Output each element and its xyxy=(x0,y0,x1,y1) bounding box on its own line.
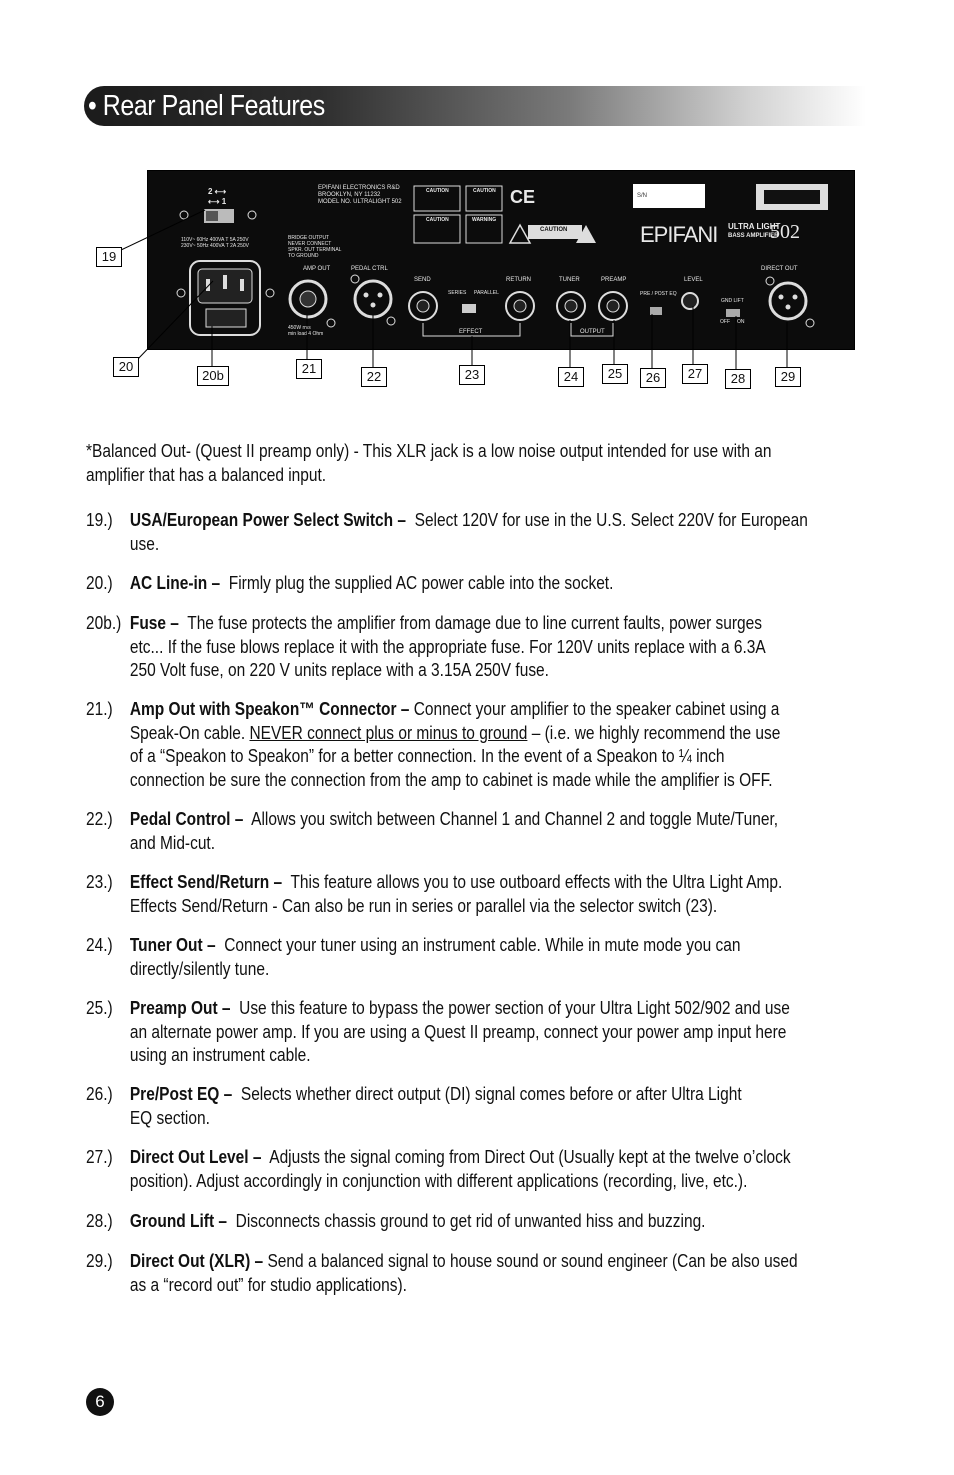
text-line: Speak-On cable. xyxy=(129,722,246,743)
warning-underlined: NEVER connect plus or minus to ground xyxy=(249,722,528,743)
text-line: – (i.e. we highly recommend the use xyxy=(531,722,781,743)
item-number: 27.) xyxy=(86,1147,113,1167)
text-line: connection be sure the connection from the amp to cabinet is made while the amplifier is OFF. xyxy=(129,769,773,790)
item-number: 26.) xyxy=(86,1084,113,1104)
bridge-line-1: BRIDGE OUTPUT xyxy=(288,235,330,241)
list-item-29 xyxy=(86,1250,798,1297)
list-item-20 xyxy=(86,572,614,596)
voltage-symbol-top: 2 ⟷ xyxy=(208,187,227,196)
bridge-line-3: SPKR. OUT TERMINAL xyxy=(288,247,342,253)
amp-out-label: AMP OUT xyxy=(303,266,331,272)
item-title: AC Line-in – xyxy=(129,573,221,593)
text-line: *Balanced Out- (Quest II preamp only) - This XLR jack is a low noise output intended for use with an xyxy=(86,441,772,461)
list-item-22 xyxy=(86,808,779,855)
item-title: USA/European Power Select Switch – xyxy=(129,510,407,530)
item-title: Preamp Out – xyxy=(129,998,231,1018)
model-name-1: ULTRA LIGHT xyxy=(728,222,781,231)
parallel-label: PARALLEL xyxy=(474,290,499,296)
pre-post-eq-label: PRE / POST EQ xyxy=(640,291,677,297)
model-number: 502 xyxy=(770,221,800,243)
return-label: RETURN xyxy=(506,277,531,283)
list-item-28 xyxy=(86,1210,706,1234)
list-item-23 xyxy=(86,871,783,918)
text-line: position). Adjust accordingly in conjunction with different applications (recording, live, etc.). xyxy=(129,1170,748,1191)
callout-20: 20 xyxy=(113,357,139,377)
effect-label: EFFECT xyxy=(459,329,483,335)
callout-27: 27 xyxy=(682,364,708,384)
item-number: 22.) xyxy=(86,809,113,829)
item-title: Amp Out with Speakon™ Connector – xyxy=(129,699,410,719)
item-title: Fuse – xyxy=(129,613,179,633)
caution-label-2: CAUTION xyxy=(473,188,496,194)
mains-spec-2: 230V~ 50Hz 400VA T 2A 250V xyxy=(181,243,249,249)
text-line: using an instrument cable. xyxy=(129,1045,311,1065)
text-line: directly/silently tune. xyxy=(129,958,270,979)
text-line: Firmly plug the supplied AC power cable into the socket. xyxy=(228,573,614,593)
power-rating-2: min load 4 Ohm xyxy=(288,331,324,337)
caution-label-1: CAUTION xyxy=(426,188,449,194)
callout-23: 23 xyxy=(459,365,485,385)
item-title: Pre/Post EQ – xyxy=(129,1084,233,1104)
bridge-line-2: NEVER CONNECT xyxy=(288,241,332,247)
level-label: LEVEL xyxy=(684,277,703,283)
callout-20b: 20b xyxy=(197,366,229,386)
item-title: Tuner Out – xyxy=(129,935,216,955)
caution-strip: CAUTION xyxy=(540,227,568,233)
serial-label: S/N xyxy=(637,193,648,199)
maker-line-3: MODEL NO. ULTRALIGHT 502 xyxy=(318,199,402,205)
voltage-symbol-bottom: ⟷ 1 xyxy=(208,197,227,206)
item-title: Direct Out Level – xyxy=(129,1147,262,1167)
pedal-ctrl-label: PEDAL CTRL xyxy=(351,266,388,272)
text-line: an alternate power amp. If you are using a Quest II preamp, connect your power amp input here xyxy=(129,1021,787,1042)
callout-22: 22 xyxy=(361,367,387,387)
maker-line-2: BROOKLYN, NY 11232 xyxy=(318,192,381,198)
text-line: of a “Speakon to Speakon” for a better connection. In the event of a Speakon to ¼ inch xyxy=(129,746,725,766)
item-title: Direct Out (XLR) – xyxy=(129,1251,264,1271)
gnd-lift-label: GND LIFT xyxy=(721,298,744,304)
page-number: 6 xyxy=(86,1388,114,1416)
callout-leader-lines xyxy=(0,0,954,420)
list-item-26 xyxy=(86,1083,742,1130)
item-number: 25.) xyxy=(86,998,113,1018)
text-line: use. xyxy=(129,533,160,554)
mains-spec-1: 110V~ 60Hz 400VA T 5A 250V xyxy=(181,237,249,243)
item-number: 21.) xyxy=(86,699,113,719)
caution-label-3: CAUTION xyxy=(426,217,449,223)
intro-paragraph xyxy=(86,440,771,487)
callout-19: 19 xyxy=(96,247,122,267)
text-line: Use this feature to bypass the power section of your Ultra Light 502/902 and use xyxy=(239,998,790,1018)
item-number: 23.) xyxy=(86,872,113,892)
power-rating-1: 450W rms xyxy=(288,325,311,331)
text-line: Allows you switch between Channel 1 and Channel 2 and toggle Mute/Tuner, xyxy=(251,809,779,829)
text-line: Adjusts the signal coming from Direct Out (Usually kept at the twelve o’clock xyxy=(269,1147,791,1167)
text-line: Disconnects chassis ground to get rid of unwanted hiss and buzzing. xyxy=(235,1211,706,1231)
item-number: 24.) xyxy=(86,935,113,955)
text-line: This feature allows you to use outboard effects with the Ultra Light Amp. xyxy=(290,872,783,892)
text-line: as a “record out” for studio applications). xyxy=(129,1274,407,1295)
item-number: 29.) xyxy=(86,1251,113,1271)
list-item-21 xyxy=(86,698,780,792)
list-item-19 xyxy=(86,509,808,556)
text-line: Send a balanced signal to house sound or sound engineer (Can be also used xyxy=(267,1251,798,1271)
on-label: ON xyxy=(737,319,745,325)
list-item-27 xyxy=(86,1146,791,1193)
text-line: 250 Volt fuse, on 220 V units replace with a 3.15A 250V fuse. xyxy=(129,660,549,680)
text-line: Connect your amplifier to the speaker cabinet using a xyxy=(413,699,780,719)
callout-24: 24 xyxy=(558,367,584,387)
warning-label: WARNING xyxy=(472,217,497,223)
text-line: The fuse protects the amplifier from damage due to line current faults, power surges xyxy=(187,613,763,633)
list-item-24 xyxy=(86,934,741,981)
callout-26: 26 xyxy=(640,368,666,388)
text-line: and Mid-cut. xyxy=(129,832,216,853)
ce-mark: CE xyxy=(510,187,536,207)
list-item-20b xyxy=(86,612,766,683)
callout-28: 28 xyxy=(725,369,751,389)
item-title: Ground Lift – xyxy=(129,1211,228,1231)
off-label: OFF xyxy=(720,319,730,325)
item-number: 20b.) xyxy=(86,613,122,633)
section-title: • Rear Panel Features xyxy=(88,90,325,122)
brand-logo: EPIFANI xyxy=(640,222,718,247)
item-number: 28.) xyxy=(86,1211,113,1231)
text-line: EQ section. xyxy=(129,1107,210,1128)
series-label: SERIES xyxy=(448,290,467,296)
preamp-label: PREAMP xyxy=(601,277,627,283)
model-name-2: BASS AMPLIFIER xyxy=(728,233,779,239)
tuner-label: TUNER xyxy=(559,277,580,283)
callout-21: 21 xyxy=(296,359,322,379)
text-line: Effects Send/Return - Can also be run in series or parallel via the selector switch (23). xyxy=(129,895,718,916)
item-number: 20.) xyxy=(86,573,113,593)
item-number: 19.) xyxy=(86,510,113,530)
item-title: Pedal Control – xyxy=(129,809,244,829)
direct-out-label: DIRECT OUT xyxy=(761,266,798,272)
item-title: Effect Send/Return – xyxy=(129,872,283,892)
text-line: amplifier that has a balanced input. xyxy=(86,464,327,485)
callout-29: 29 xyxy=(775,367,801,387)
text-line: Selects whether direct output (DI) signal comes before or after Ultra Light xyxy=(240,1084,742,1104)
callout-25: 25 xyxy=(602,364,628,384)
send-label: SEND xyxy=(414,277,431,283)
maker-line-1: EPIFANI ELECTRONICS R&D xyxy=(318,185,400,191)
list-item-25 xyxy=(86,997,790,1068)
text-line: Select 120V for use in the U.S. Select 220V for European xyxy=(414,510,808,530)
text-line: etc... If the fuse blows replace it with the appropriate fuse. For 120V units replace with a 6.3A xyxy=(129,636,766,657)
output-label: OUTPUT xyxy=(580,329,605,335)
bridge-line-4: TO GROUND xyxy=(288,253,319,259)
text-line: Connect your tuner using an instrument cable. While in mute mode you can xyxy=(224,935,741,955)
